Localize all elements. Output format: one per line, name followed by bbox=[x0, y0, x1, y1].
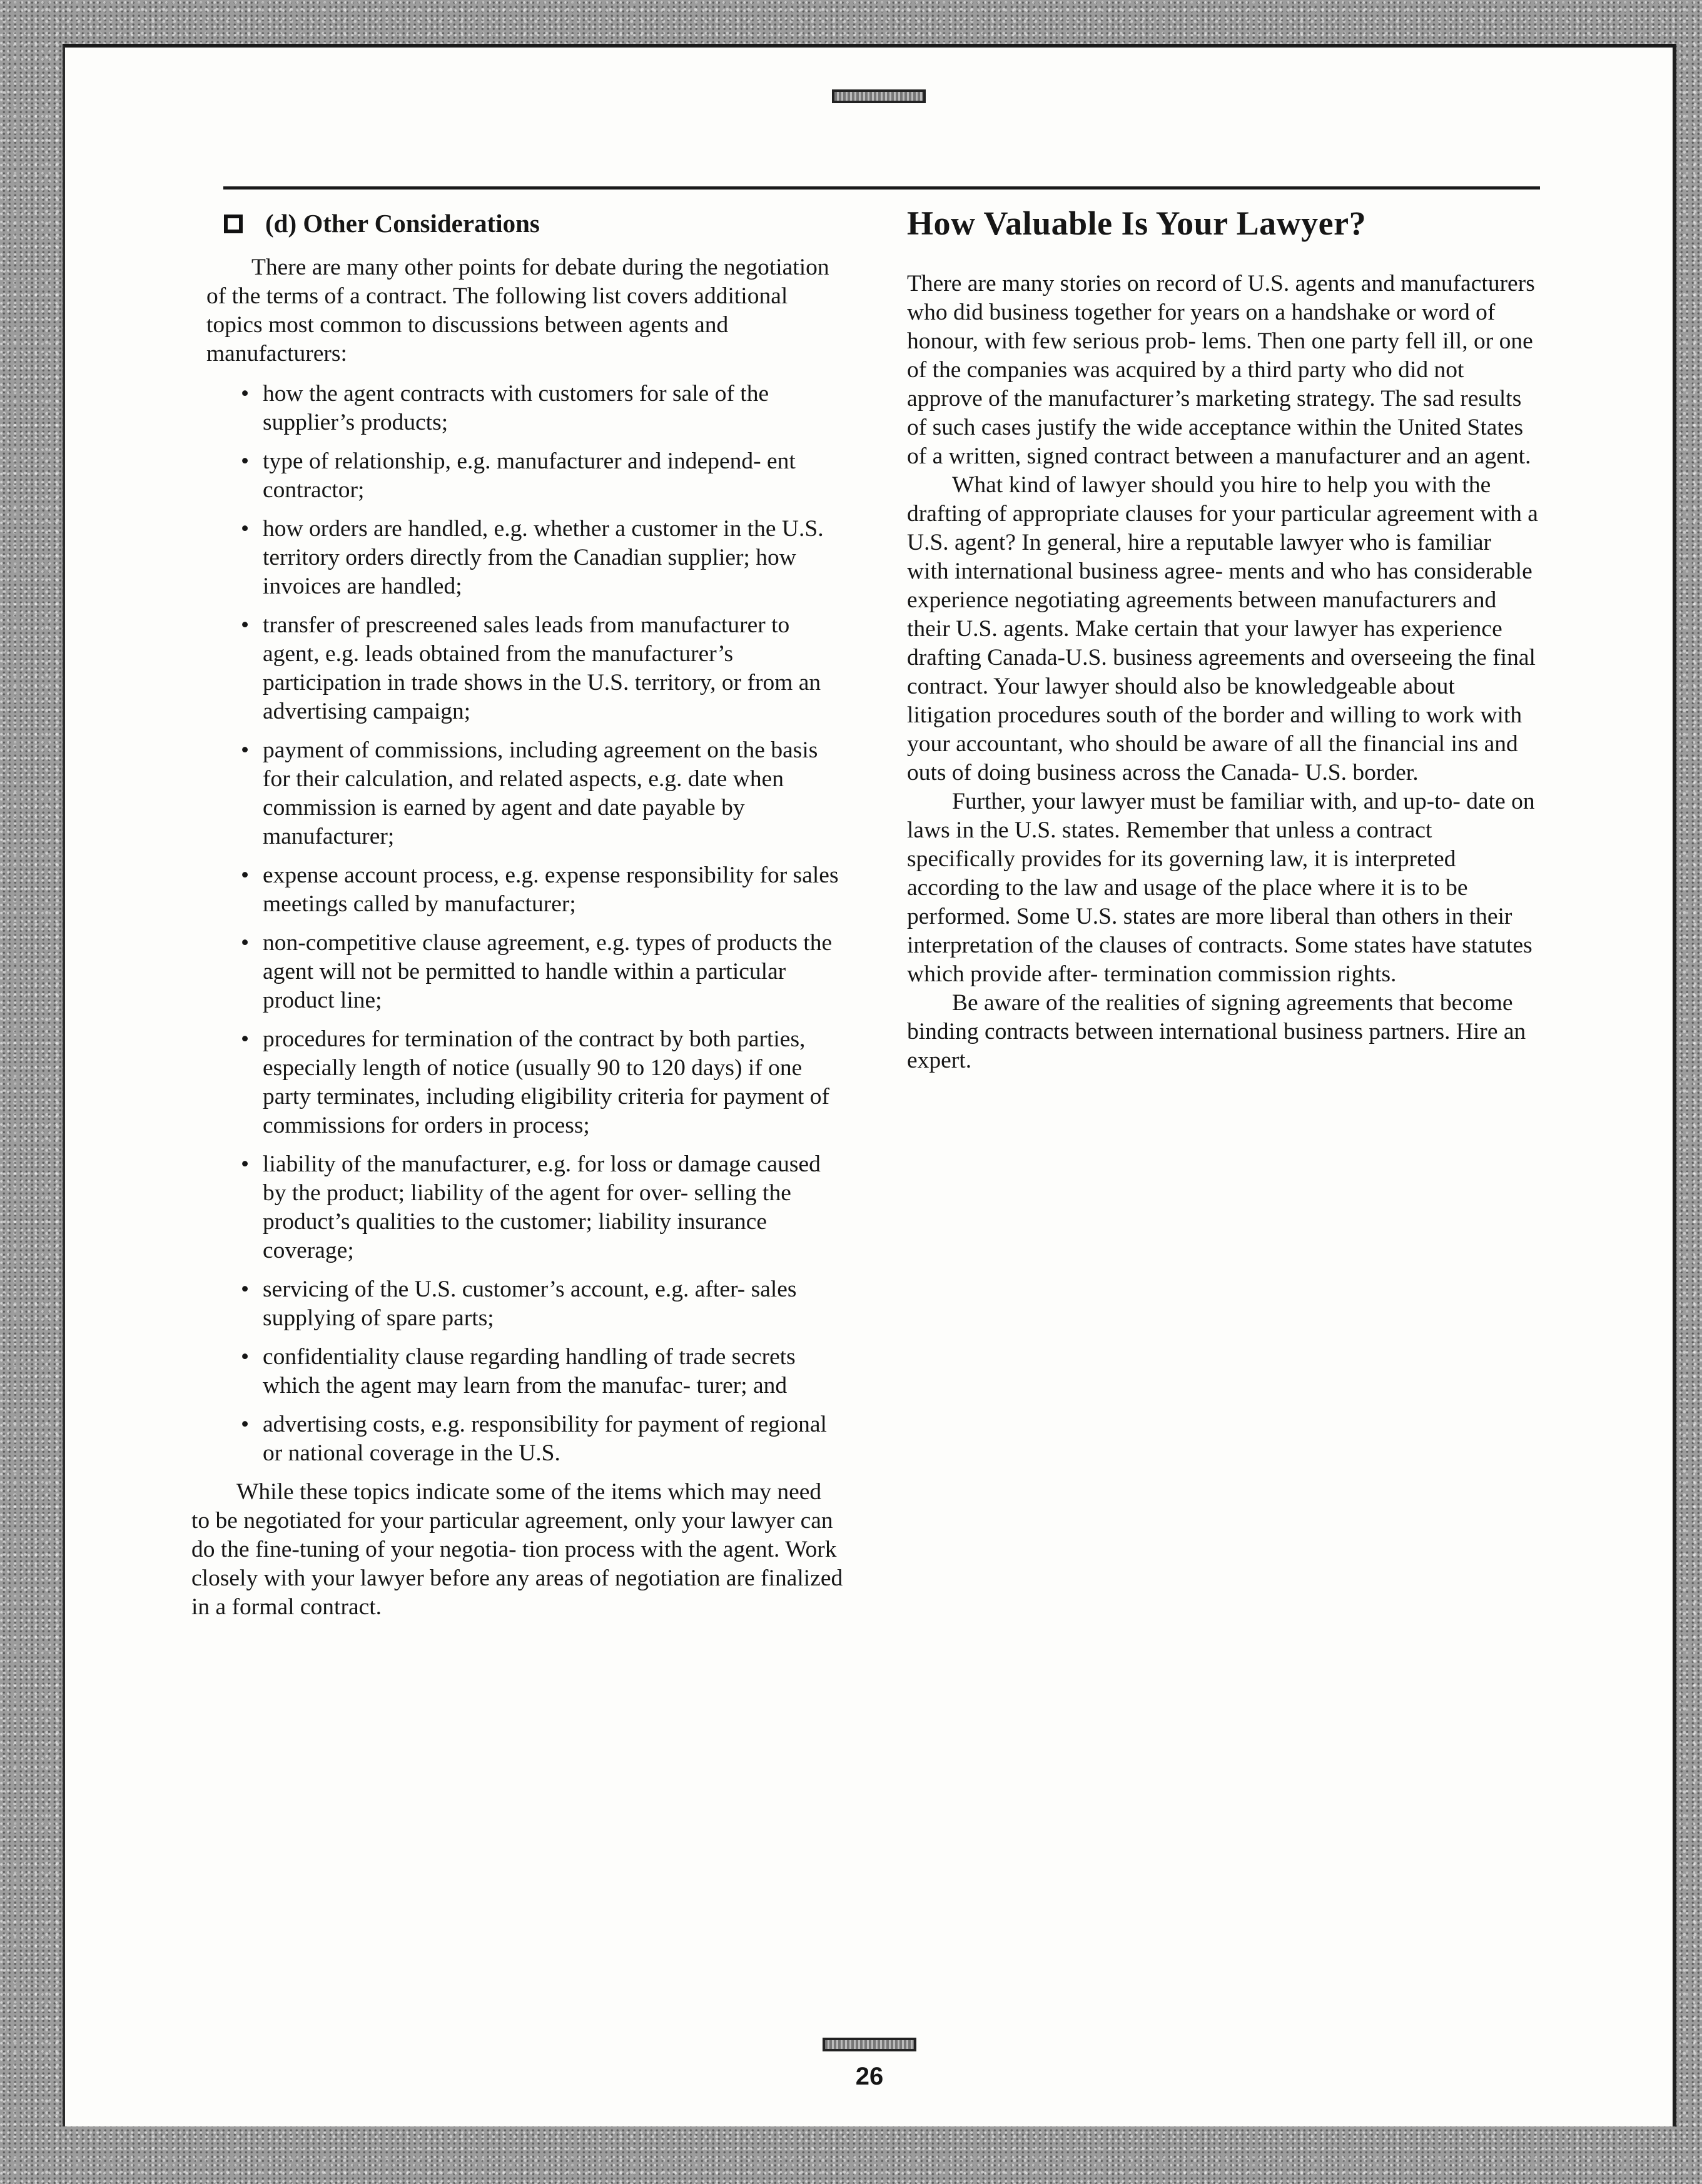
bullet-icon: • bbox=[241, 1412, 250, 1437]
article-heading: How Valuable Is Your Lawyer? bbox=[907, 205, 1367, 242]
bullet-icon: • bbox=[241, 930, 250, 956]
bullet-icon: • bbox=[241, 516, 250, 542]
bullet-icon: • bbox=[241, 1344, 250, 1370]
list-item: • confidentiality clause regarding handling of trade secrets which the agent may learn from the manufac- turer; and bbox=[241, 1344, 796, 1398]
list-item: • how orders are handled, e.g. whether a customer in the U.S. territory orders directly from the Canadian supplier; how invoices are handled; bbox=[241, 516, 824, 599]
bullet-icon: • bbox=[241, 1151, 250, 1177]
list-item: • payment of commissions, including agreement on the basis for their calculation, and related aspects, e.g. date when commission is earned by agent and date payable by manufacturer; bbox=[241, 737, 818, 849]
list-item: • liability of the manufacturer, e.g. for loss or damage caused by the product; liability of the agent for over- selling the product’s qualities to the customer; liability insurance coverage; bbox=[241, 1151, 821, 1263]
top-tab-marker bbox=[832, 89, 926, 103]
body-paragraph: What kind of lawyer should you hire to help you with the drafting of appropriate clauses for your particular agreement with a U.S. agent? In general, hire a reputable lawyer who is familiar with international business agree- ments and who has considerable experience negotiating agreements between manufacturers and their U.S. agents. Make certain that your lawyer has experience drafting Canada-U.S. business agreements and overseeing the final contract. Your lawyer should also be knowledgeable about litigation procedures south of the border and willing to work with your accountant, who should be aware of all the financial ins and outs of doing business across the Canada- U.S. border. bbox=[907, 472, 1538, 786]
section-heading-text: (d) Other Considerations bbox=[265, 209, 540, 238]
bullet-icon: • bbox=[241, 381, 250, 407]
bullet-icon: • bbox=[241, 448, 250, 474]
considerations-list bbox=[206, 380, 844, 1468]
list-item: • type of relationship, e.g. manufacturer and independ- ent contractor; bbox=[241, 448, 796, 503]
closing-paragraph: While these topics indicate some of the items which may need to be negotiated for your particular agreement, only your lawyer can do the fine-tuning of your negotia- tion process with the agent. Work closely with your lawyer before any areas of negotiation are finalized in a formal contract. bbox=[191, 1479, 843, 1620]
list-item: • transfer of prescreened sales leads from manufacturer to agent, e.g. leads obtained from the manufacturer’s participation in trade shows in the U.S. territory, or from an advertising campaign; bbox=[241, 612, 821, 724]
list-item: • servicing of the U.S. customer’s account, e.g. after- sales supplying of spare parts; bbox=[241, 1277, 797, 1331]
checkbox-square-icon bbox=[224, 215, 243, 233]
list-item: • procedures for termination of the contract by both parties, especially length of notice (usually 90 to 120 days) if one party terminates, including eligibility criteria for payment of commissions for orders in process; bbox=[241, 1026, 829, 1138]
right-column bbox=[907, 200, 1539, 1075]
list-item: • how the agent contracts with customers for sale of the supplier’s products; bbox=[241, 381, 769, 435]
section-heading bbox=[206, 200, 844, 247]
left-column bbox=[191, 200, 844, 1622]
top-rule bbox=[223, 186, 1540, 190]
bullet-icon: • bbox=[241, 862, 250, 888]
list-item: • advertising costs, e.g. responsibility for payment of regional or national coverage in the U.S. bbox=[241, 1412, 827, 1466]
bottom-tab-marker bbox=[823, 2038, 916, 2051]
body-paragraph: Be aware of the realities of signing agreements that become binding contracts between international business partners. Hire an expert. bbox=[907, 990, 1526, 1073]
intro-paragraph: There are many other points for debate during the negotiation of the terms of a contract. The following list covers additional topics most common to discussions between agents and manufacturers: bbox=[206, 255, 829, 367]
page-number: 26 bbox=[855, 2063, 884, 2090]
list-item: • expense account process, e.g. expense responsibility for sales meetings called by manufacturer; bbox=[241, 862, 839, 917]
list-item: • non-competitive clause agreement, e.g. types of products the agent will not be permitted to handle within a particular product line; bbox=[241, 930, 833, 1013]
body-paragraph: There are many stories on record of U.S. agents and manufacturers who did business together for years on a handshake or word of honour, with few serious prob- lems. Then one party fell ill, or one of the companies was acquired by a third party who did not approve of the manufacturer’s marketing strategy. The sad results of such cases justify the wide acceptance within the United States of a written, signed contract between a manufacturer and an agent. bbox=[907, 271, 1535, 469]
bullet-icon: • bbox=[241, 737, 250, 763]
body-paragraph: Further, your lawyer must be familiar with, and up-to- date on laws in the U.S. states. Remember that unless a contract specifically provides for its governing law, it is interpreted according to the law and usage of the place where it is to be performed. Some U.S. states are more liberal than others in their interpretation of the clauses of contracts. Some states have statutes which provide after- termination commission rights. bbox=[907, 789, 1535, 987]
bullet-icon: • bbox=[241, 1277, 250, 1302]
bullet-icon: • bbox=[241, 612, 250, 638]
bullet-icon: • bbox=[241, 1026, 250, 1052]
